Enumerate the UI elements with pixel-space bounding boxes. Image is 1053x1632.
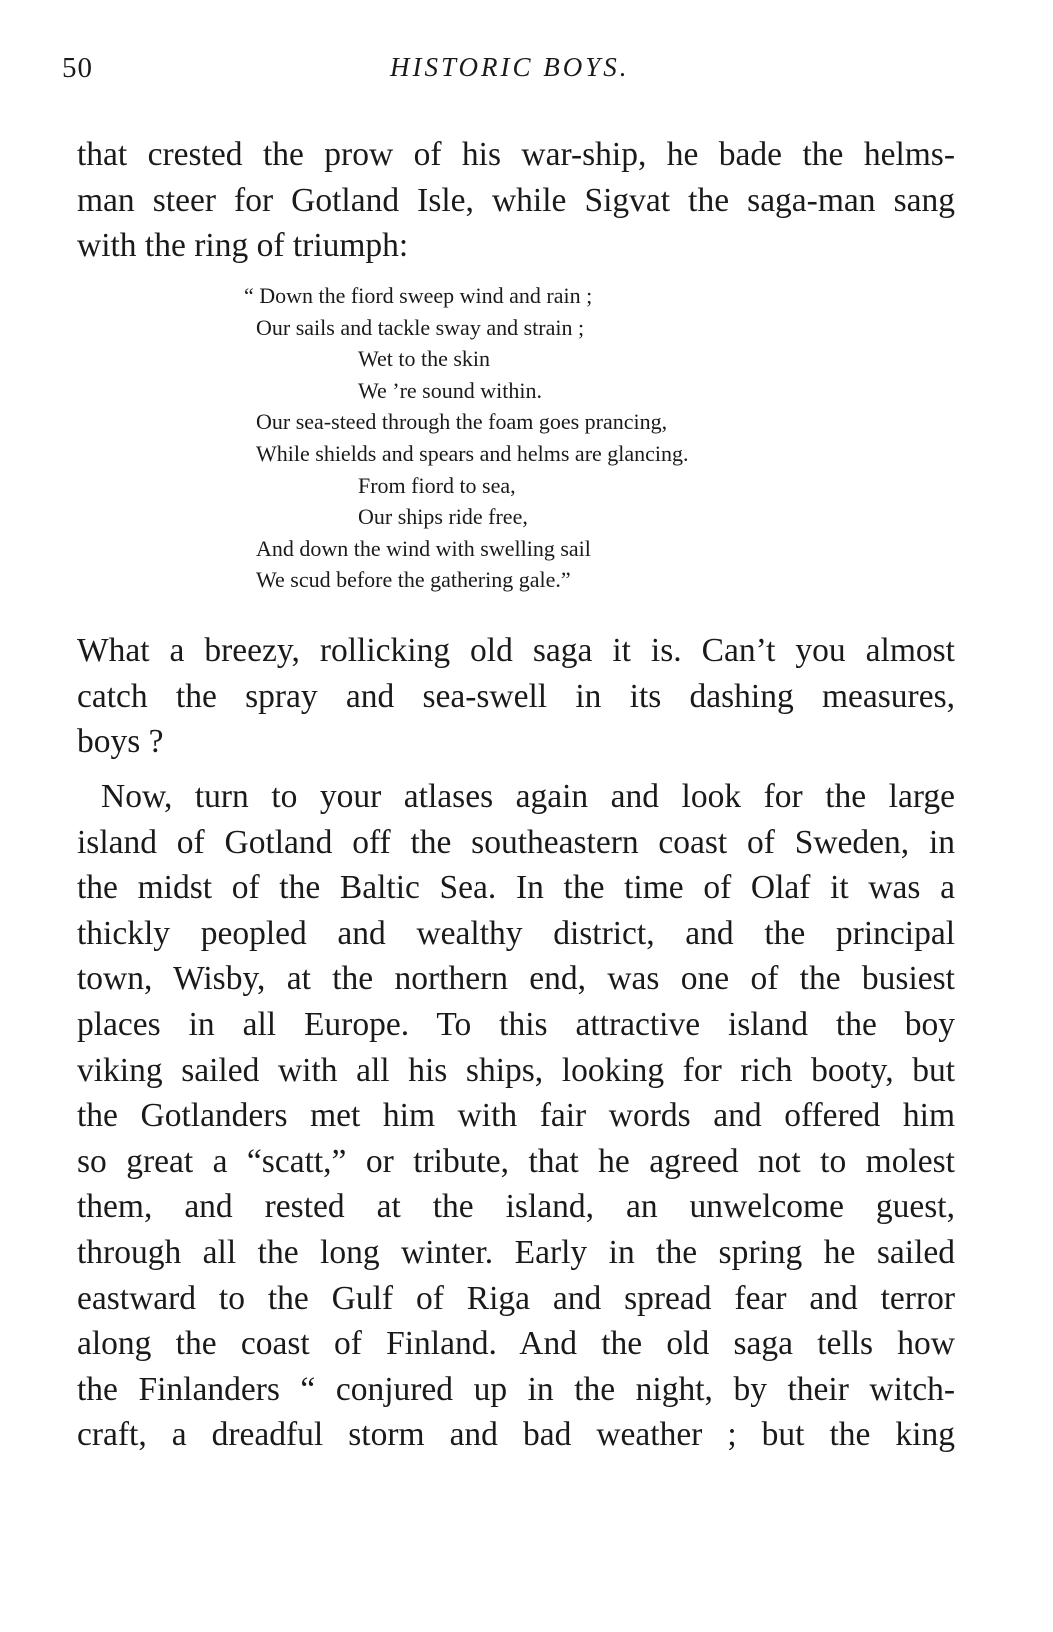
text-line: boys ?	[77, 723, 164, 761]
text-line: places in all Europe. To this attractive island the boy	[77, 1005, 955, 1043]
text-line: through all the long winter. Early in the spring he sailed	[77, 1233, 955, 1271]
verse-line: Our sails and tackle sway and strain ;	[256, 314, 585, 340]
paragraph	[77, 132, 955, 269]
verse-line: And down the wind with swelling sail	[256, 535, 591, 561]
verse-quote	[244, 280, 856, 596]
text-line: town, Wisby, at the northern end, was one of the busiest	[77, 960, 955, 998]
text-line: so great a “scatt,” or tribute, that he agreed not to molest	[77, 1142, 955, 1180]
verse-line: Our sea-steed through the foam goes prancing,	[256, 409, 668, 435]
page-number: 50	[62, 52, 93, 84]
text-line: with the ring of triumph:	[77, 227, 409, 265]
text-line: them, and rested at the island, an unwelcome guest,	[77, 1188, 955, 1226]
verse-line: We ’re sound within.	[358, 377, 542, 403]
verse-line: From fiord to sea,	[358, 472, 516, 498]
text-line: the midst of the Baltic Sea. In the time of Olaf it was a	[77, 869, 955, 907]
text-line: the Finlanders “ conjured up in the night, by their witch-	[77, 1370, 955, 1408]
text-line: along the coast of Finland. And the old saga tells how	[77, 1325, 955, 1363]
verse-line: “ Down the fiord sweep wind and rain ;	[244, 283, 593, 308]
verse-line: Our ships ride free,	[358, 504, 528, 530]
page-header	[0, 52, 1053, 96]
text-line: craft, a dreadful storm and bad weather ; but the king	[77, 1416, 955, 1454]
paragraph	[77, 774, 955, 1458]
text-line: What a breezy, rollicking old saga it is. Can’t you almost	[77, 632, 955, 669]
text-line: eastward to the Gulf of Riga and spread fear and terror	[77, 1279, 955, 1317]
text-line: catch the spray and sea-swell in its dashing measures,	[77, 677, 955, 715]
running-title: HISTORIC BOYS.	[390, 52, 630, 82]
text-line: that crested the prow of his war-ship, he bade the helms-	[77, 136, 955, 173]
text-line: island of Gotland off the southeastern coast of Sweden, in	[77, 823, 955, 861]
paragraph	[77, 628, 955, 765]
verse-line: We scud before the gathering gale.”	[256, 567, 571, 593]
text-line: man steer for Gotland Isle, while Sigvat the saga-man sang	[77, 181, 955, 219]
text-line: thickly peopled and wealthy district, and the principal	[77, 914, 955, 952]
text-line: Now, turn to your atlases again and look for the large	[101, 778, 955, 815]
verse-line: Wet to the skin	[358, 346, 491, 372]
text-line: the Gotlanders met him with fair words and offered him	[77, 1097, 955, 1135]
text-line: viking sailed with all his ships, looking for rich booty, but	[77, 1051, 955, 1089]
verse-line: While shields and spears and helms are glancing.	[256, 440, 689, 466]
